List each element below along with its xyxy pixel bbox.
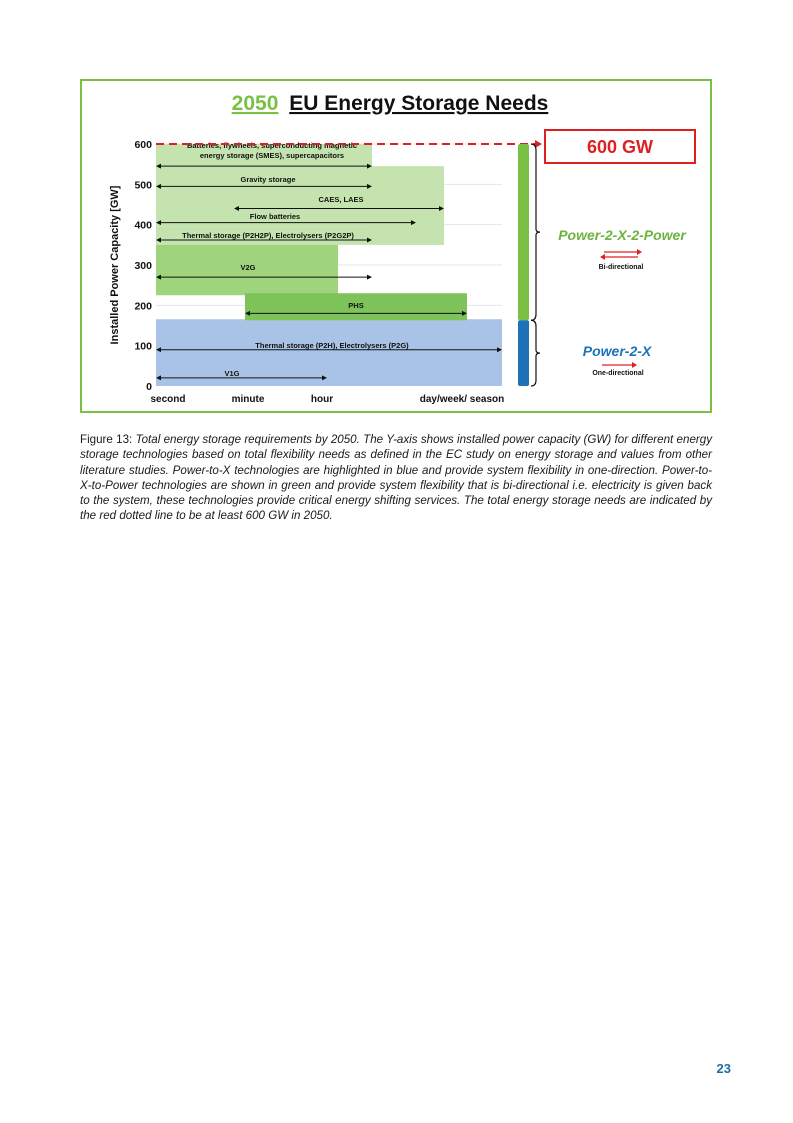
tech-label-1-line-1: Batteries, flywheels, superconducting magnetic [186, 141, 358, 150]
bidir-arrowhead-right [637, 249, 642, 255]
y-tick-label-600: 600 [134, 139, 152, 151]
storage-needs-chart [82, 81, 710, 411]
tech-label-9: V1G [224, 369, 240, 378]
chart-title-rest: EU Energy Storage Needs [289, 92, 549, 115]
group-note-onedirectional: One-directional [592, 370, 644, 377]
x-tick-label-3: hour [310, 394, 334, 405]
x-tick-label-4: day/week/ season [419, 394, 505, 405]
y-tick-label-200: 200 [134, 300, 152, 313]
x-tick-label-1: second [150, 394, 186, 405]
group-label-power-2-x: Power-2-X [582, 343, 652, 359]
figure-caption [80, 432, 712, 524]
group-label-power-2-x-2-power: Power-2-X-2-Power [558, 227, 686, 243]
target-label: 600 GW [586, 137, 654, 157]
bidir-arrowhead-left [600, 254, 605, 260]
chart-title-year: 2050 [231, 92, 279, 115]
x-tick-label-2: minute [231, 394, 265, 405]
group-bar-power-2-x [518, 320, 529, 386]
group-brace-power-2-x-2-power [531, 144, 540, 320]
y-axis-label: Installed Power Capacity [GW] [109, 185, 121, 345]
y-tick-label-500: 500 [134, 179, 152, 192]
onedir-arrowhead [632, 362, 637, 368]
tech-label-3: CAES, LAES [318, 195, 364, 204]
y-tick-label-300: 300 [134, 260, 152, 272]
y-tick-label-100: 100 [134, 340, 152, 353]
chart-title [232, 92, 549, 115]
y-tick-label-400: 400 [134, 219, 152, 232]
group-bar-power-2-x-2-power [518, 144, 529, 320]
tech-arrowhead-right-6 [367, 275, 372, 280]
group-brace-power-2-x [531, 320, 540, 386]
figure-frame [80, 79, 712, 413]
caption-text: Total energy storage requirements by 2050. The Y-axis shows installed power capacity (GW) for different energy storage technologies based on total flexibility needs as defined in the EC study on energy storage and values from other literature studies. Power-to-X technologies are highlighted in blue and provide system flexibility in one-direction. Power-to-X-to-Power technologies are shown in green and provide system flexibility that is bi-directional i.e. electricity is given back to the system, these technologies provide critical energy shifting services. The total energy storage needs are indicated by the red dotted line to be at least 600 GW in 2050. [80, 433, 712, 523]
y-tick-label-0: 0 [146, 381, 152, 393]
tech-label-1-line-2: energy storage (SMES), supercapacitors [199, 151, 345, 160]
tech-label-8: Thermal storage (P2H), Electrolysers (P2G) [255, 341, 409, 350]
region-power-2-x [156, 319, 502, 386]
tech-label-5: Thermal storage (P2H2P), Electrolysers (P2G2P) [182, 231, 354, 240]
group-note-bidirectional: Bi-directional [598, 264, 644, 271]
tech-label-2: Gravity storage [240, 175, 296, 184]
page-number: 23 [716, 1061, 731, 1076]
tech-label-4: Flow batteries [249, 212, 301, 221]
caption-label: Figure 13: [80, 433, 133, 446]
tech-label-7: PHS [348, 301, 364, 310]
tech-label-6: V2G [240, 263, 256, 272]
